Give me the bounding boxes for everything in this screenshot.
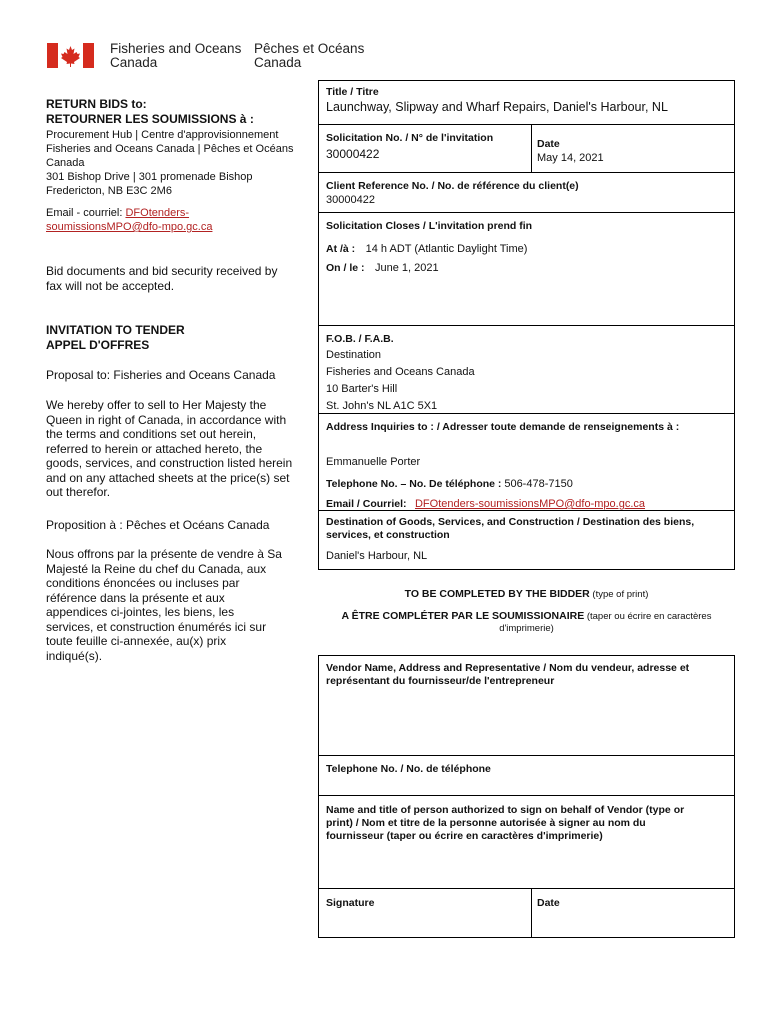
contact-name: Emmanuelle Porter [326, 456, 421, 468]
return-title-en: RETURN BIDS to: [46, 97, 147, 111]
phone-label: Telephone No. – No. De téléphone : [326, 478, 505, 490]
closes-label: Solicitation Closes / L'invitation prend fin [326, 220, 533, 232]
bidder-en-bold: TO BE COMPLETED BY THE BIDDER [404, 588, 590, 600]
itt-heading [46, 323, 308, 352]
offer-en [46, 398, 308, 500]
divider [318, 172, 735, 173]
divider [531, 888, 532, 938]
contact-email-link[interactable]: DFOtenders-soumissionsMPO@dfo-mpo.gc.ca [414, 498, 646, 510]
date-value: May 14, 2021 [537, 152, 604, 164]
inquiries-label: Address Inquiries to : / Adresser toute demande de renseignements à : [326, 421, 680, 433]
dept-fr-line2: Canada [254, 55, 302, 70]
vendor-label-line: représentant du fournisseur/de l'entrepreneur [326, 675, 555, 687]
fob-label: F.O.B. / F.A.B. [326, 333, 394, 345]
client-ref-value: 30000422 [326, 194, 375, 206]
divider [318, 888, 735, 889]
date-label: Date [537, 138, 560, 150]
dept-fr-line1: Pêches et Océans [254, 41, 365, 56]
offer-line: Majesté la Reine du chef du Canada, aux [46, 561, 267, 576]
dept-en-line1: Fisheries and Oceans [110, 41, 242, 56]
bidder-heading-en [318, 588, 735, 600]
contact-email-label: Email / Courriel: [326, 498, 407, 510]
client-ref-label: Client Reference No. / No. de référence du client(e) [326, 180, 579, 192]
vendor-phone-label: Telephone No. / No. de téléphone [326, 763, 491, 775]
return-email-link-cont[interactable]: soumissionsMPO@dfo-mpo.gc.ca [46, 221, 213, 233]
sign-date-field[interactable] [537, 911, 727, 935]
sign-date-label: Date [537, 897, 560, 909]
return-address [46, 128, 308, 198]
dept-name-en [110, 42, 241, 70]
proposal-en: Proposal to: Fisheries and Oceans Canada [46, 368, 276, 382]
offer-line: Nous offrons par la présente de vendre à Sa [46, 547, 282, 561]
return-email [46, 206, 308, 234]
fob-line: Destination [326, 349, 382, 361]
address-line: Fredericton, NB E3C 2M6 [46, 185, 172, 197]
destination-label-line: services, et construction [326, 529, 450, 541]
offer-line: referred to herein or attached hereto, the [46, 441, 263, 456]
proposal-fr: Proposition à : Pêches et Océans Canada [46, 518, 270, 532]
title-value: Launchway, Slipway and Wharf Repairs, Daniel's Harbour, NL [326, 100, 668, 114]
return-email-link[interactable]: DFOtenders- [125, 207, 190, 219]
title-label: Title / Titre [326, 86, 379, 98]
fob-address [326, 347, 475, 415]
bidder-fr-bold: A ÊTRE COMPLÉTER PAR LE SOUMISSIONAIRE [341, 610, 585, 622]
solicitation-value: 30000422 [326, 147, 380, 161]
email-label: Email - courriel: [46, 207, 126, 219]
fob-line: 10 Barter's Hill [326, 383, 398, 395]
address-line: 301 Bishop Drive | 301 promenade Bishop [46, 171, 253, 183]
contact-phone-row [326, 474, 573, 492]
offer-line: services, et construction énumérés ici sur [46, 619, 267, 634]
offer-line: toute feuille ci-annexée, au(x) prix [46, 634, 227, 648]
authorized-person-label [326, 804, 684, 843]
divider [318, 325, 735, 326]
address-line: Procurement Hub | Centre d'approvisionnement [46, 129, 279, 141]
offer-line: goods, services, and construction listed herein [46, 456, 293, 470]
offer-line: indiqué(s). [46, 648, 103, 663]
vendor-name-field[interactable] [326, 692, 726, 750]
divider [531, 124, 532, 172]
offer-line: and on any attached sheets at the price(s) set [46, 470, 290, 485]
signature-label: Signature [326, 897, 375, 909]
fax-notice [46, 264, 308, 293]
offer-line: We hereby offer to sell to Her Majesty the [46, 398, 267, 412]
offer-line: conditions énoncées ou incluses par [46, 576, 240, 590]
authorized-label-line: print) / Nom et titre de la personne autorisée à signer au nom du [326, 817, 646, 829]
authorized-label-line: fournisseur (taper ou écrire en caractères d'imprimerie) [326, 830, 603, 842]
closes-time-row [326, 239, 527, 257]
at-value: 14 h ADT (Atlantic Daylight Time) [365, 243, 528, 255]
divider [318, 212, 735, 213]
fax-notice-line: fax will not be accepted. [46, 278, 175, 293]
divider [318, 124, 735, 125]
phone-value: 506-478-7150 [504, 478, 573, 490]
dept-en-line2: Canada [110, 55, 158, 70]
offer-fr [46, 547, 308, 663]
offer-line: référence dans la présente et aux [46, 590, 225, 605]
contact-email-row [326, 494, 645, 512]
destination-value: Daniel's Harbour, NL [326, 550, 428, 562]
solicitation-label: Solicitation No. / N° de l'invitation [326, 132, 494, 144]
on-value: June 1, 2021 [374, 262, 439, 274]
bidder-heading-fr [318, 610, 735, 635]
at-label: At /à : [326, 243, 356, 255]
vendor-phone-field[interactable] [326, 777, 726, 792]
return-bids-section [46, 97, 308, 126]
authorized-person-field[interactable] [326, 848, 726, 884]
offer-line: Queen in right of Canada, in accordance with [46, 412, 287, 427]
bidder-fr-note: (taper ou écrire en caractères [584, 611, 712, 622]
address-line: Canada [46, 157, 85, 169]
divider [318, 795, 735, 796]
itt-fr: APPEL D'OFFRES [46, 337, 150, 352]
offer-line: the terms and conditions set out herein, [46, 427, 257, 441]
dept-name-fr [254, 42, 364, 70]
bidder-fr-note-cont: d'imprimerie) [499, 623, 554, 634]
address-line: Fisheries and Oceans Canada | Pêches et Océans [46, 143, 294, 155]
offer-line: appendices ci-jointes, les biens, les [46, 605, 235, 619]
return-title-fr: RETOURNER LES SOUMISSIONS à : [46, 111, 254, 126]
offer-line: out therefor. [46, 485, 111, 499]
vendor-name-label [326, 662, 689, 688]
canada-flag-icon [47, 43, 94, 68]
authorized-label-line: Name and title of person authorized to sign on behalf of Vendor (type or [326, 804, 685, 816]
itt-en: INVITATION TO TENDER [46, 323, 185, 337]
fax-notice-line: Bid documents and bid security received by [46, 264, 278, 278]
fob-line: Fisheries and Oceans Canada [326, 366, 475, 378]
destination-label-line: Destination of Goods, Services, and Construction / Destination des biens, [326, 516, 695, 528]
destination-label [326, 516, 694, 542]
fob-line: St. John's NL A1C 5X1 [326, 400, 438, 412]
vendor-label-line: Vendor Name, Address and Representative / Nom du vendeur, adresse et [326, 662, 690, 674]
bidder-en-note: (type of print) [589, 589, 649, 600]
on-label: On / le : [326, 262, 365, 274]
divider [318, 755, 735, 756]
signature-field[interactable] [326, 911, 526, 935]
closes-date-row [326, 258, 439, 276]
